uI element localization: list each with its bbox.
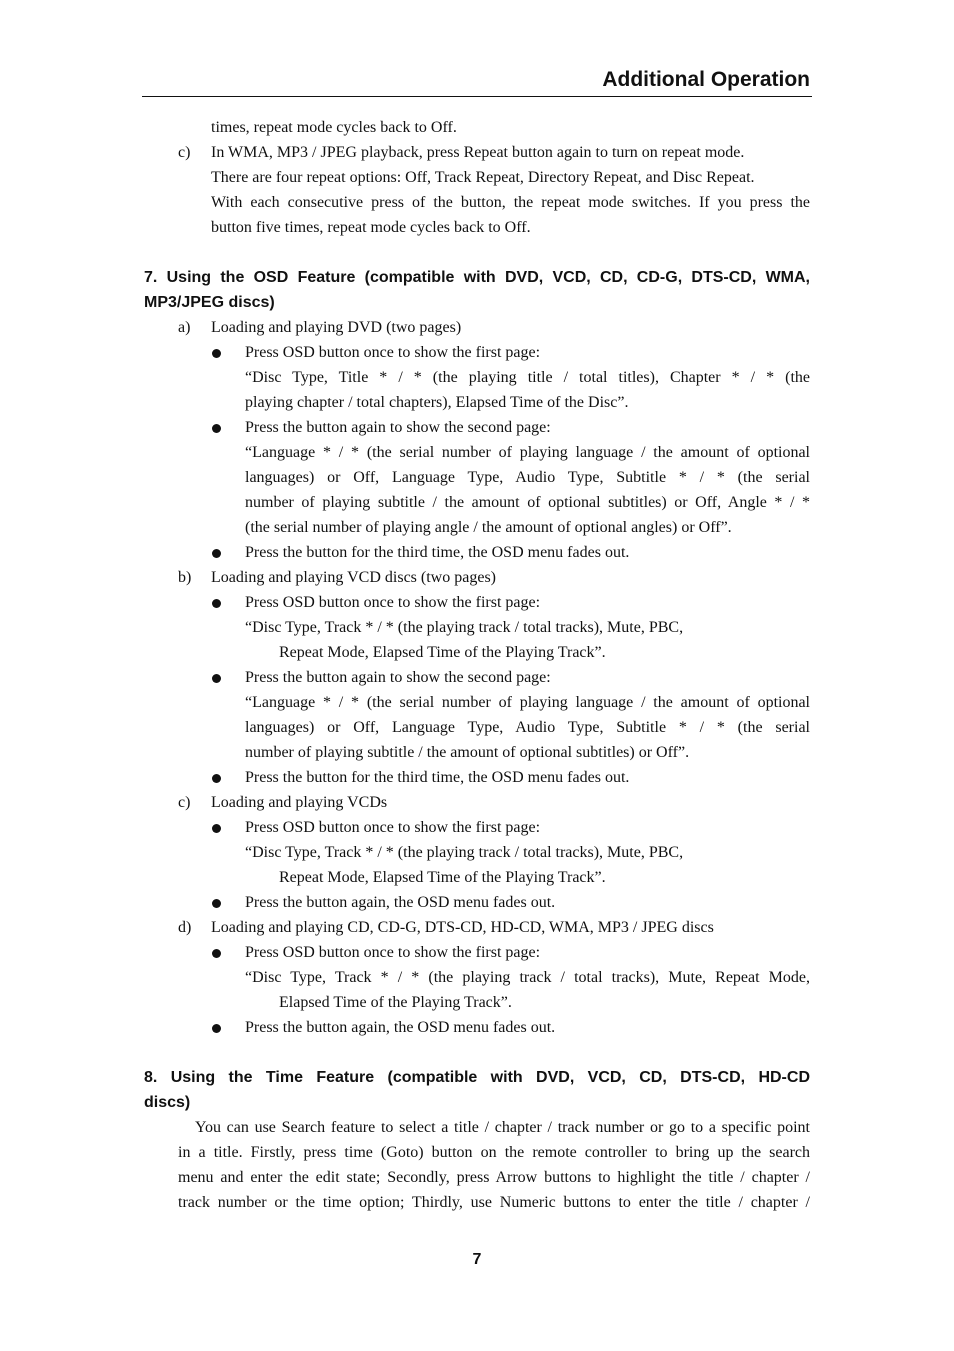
page-number: 7 <box>472 1251 482 1268</box>
text-line: number of playing subtitle / the amount of optional subtitles) or Off, Angle * / * <box>245 494 810 511</box>
text-line: button five times, repeat mode cycles back to Off. <box>211 219 531 236</box>
text-line: in a title. Firstly, press time (Goto) button on the remote controller to bring up the search <box>178 1144 810 1161</box>
bullet-icon <box>212 824 221 833</box>
bullet-icon <box>212 899 221 908</box>
text-line: Press the button again, the OSD menu fades out. <box>245 894 556 911</box>
text-line: “Disc Type, Title * / * (the playing title / total titles), Chapter * / * (the <box>245 369 810 386</box>
text-line: languages) or Off, Language Type, Audio Type, Subtitle * / * (the serial <box>245 469 810 486</box>
list-marker: b) <box>178 569 192 586</box>
text-line: number of playing subtitle / the amount of optional subtitles) or Off”. <box>245 744 690 761</box>
text-line: Elapsed Time of the Playing Track”. <box>279 994 512 1011</box>
text-line: With each consecutive press of the button, the repeat mode switches. If you press the <box>211 194 810 211</box>
text-line: playing chapter / total chapters), Elapsed Time of the Disc”. <box>245 394 629 411</box>
list-item: Loading and playing VCDs <box>211 794 388 811</box>
list-item: Loading and playing CD, CD-G, DTS-CD, HD-CD, WMA, MP3 / JPEG discs <box>211 919 714 936</box>
text-line: languages) or Off, Language Type, Audio Type, Subtitle * / * (the serial <box>245 719 810 736</box>
list-marker: d) <box>178 919 192 936</box>
bullet-icon <box>212 949 221 958</box>
list-marker: c) <box>178 144 191 161</box>
section-heading: MP3/JPEG discs) <box>144 294 275 311</box>
bullet-icon <box>212 349 221 358</box>
bullet-icon <box>212 599 221 608</box>
list-item: Loading and playing VCD discs (two pages) <box>211 569 496 586</box>
text-line: “Language * / * (the serial number of playing language / the amount of optional <box>245 694 810 711</box>
text-line: “Disc Type, Track * / * (the playing track / total tracks), Mute, PBC, <box>245 619 684 636</box>
text-line: Press the button for the third time, the OSD menu fades out. <box>245 769 630 786</box>
text-line: In WMA, MP3 / JPEG playback, press Repeat button again to turn on repeat mode. <box>211 144 745 161</box>
header-title: Additional Operation <box>602 68 810 91</box>
text-line: Press OSD button once to show the first page: <box>245 944 541 961</box>
text-line: (the serial number of playing angle / the amount of optional angles) or Off”. <box>245 519 732 536</box>
text-line: Repeat Mode, Elapsed Time of the Playing Track”. <box>279 644 606 661</box>
text-line: Press the button for the third time, the OSD menu fades out. <box>245 544 630 561</box>
text-line: Press the button again to show the second page: <box>245 419 551 436</box>
text-line: “Disc Type, Track * / * (the playing track / total tracks), Mute, PBC, <box>245 844 684 861</box>
page-header <box>142 66 812 97</box>
section-heading: discs) <box>144 1094 191 1111</box>
section-heading: 8. Using the Time Feature (compatible with DVD, VCD, CD, DTS-CD, HD-CD <box>144 1069 810 1086</box>
text-line: “Language * / * (the serial number of playing language / the amount of optional <box>245 444 810 461</box>
list-marker: a) <box>178 319 191 336</box>
text-line: Repeat Mode, Elapsed Time of the Playing Track”. <box>279 869 606 886</box>
text-line: Press OSD button once to show the first page: <box>245 594 541 611</box>
text-line: You can use Search feature to select a title / chapter / track number or go to a specific point <box>195 1119 810 1136</box>
text-line: track number or the time option; Thirdly, use Numeric buttons to enter the title / chapter / <box>178 1194 810 1211</box>
text-line: times, repeat mode cycles back to Off. <box>211 119 457 136</box>
text-line: Press the button again, the OSD menu fades out. <box>245 1019 556 1036</box>
text-line: “Disc Type, Track * / * (the playing track / total tracks), Mute, Repeat Mode, <box>245 969 810 986</box>
list-marker: c) <box>178 794 191 811</box>
section-heading: 7. Using the OSD Feature (compatible with DVD, VCD, CD, CD-G, DTS-CD, WMA, <box>144 269 810 286</box>
bullet-icon <box>212 1024 221 1033</box>
text-line: Press the button again to show the second page: <box>245 669 551 686</box>
list-item: Loading and playing DVD (two pages) <box>211 319 462 336</box>
text-line: menu and enter the edit state; Secondly, press Arrow buttons to highlight the title / chapter / <box>178 1169 810 1186</box>
text-line: Press OSD button once to show the first page: <box>245 344 541 361</box>
bullet-icon <box>212 674 221 683</box>
bullet-icon <box>212 549 221 558</box>
bullet-icon <box>212 424 221 433</box>
text-line: Press OSD button once to show the first page: <box>245 819 541 836</box>
bullet-icon <box>212 774 221 783</box>
text-line: There are four repeat options: Off, Track Repeat, Directory Repeat, and Disc Repeat. <box>211 169 755 186</box>
